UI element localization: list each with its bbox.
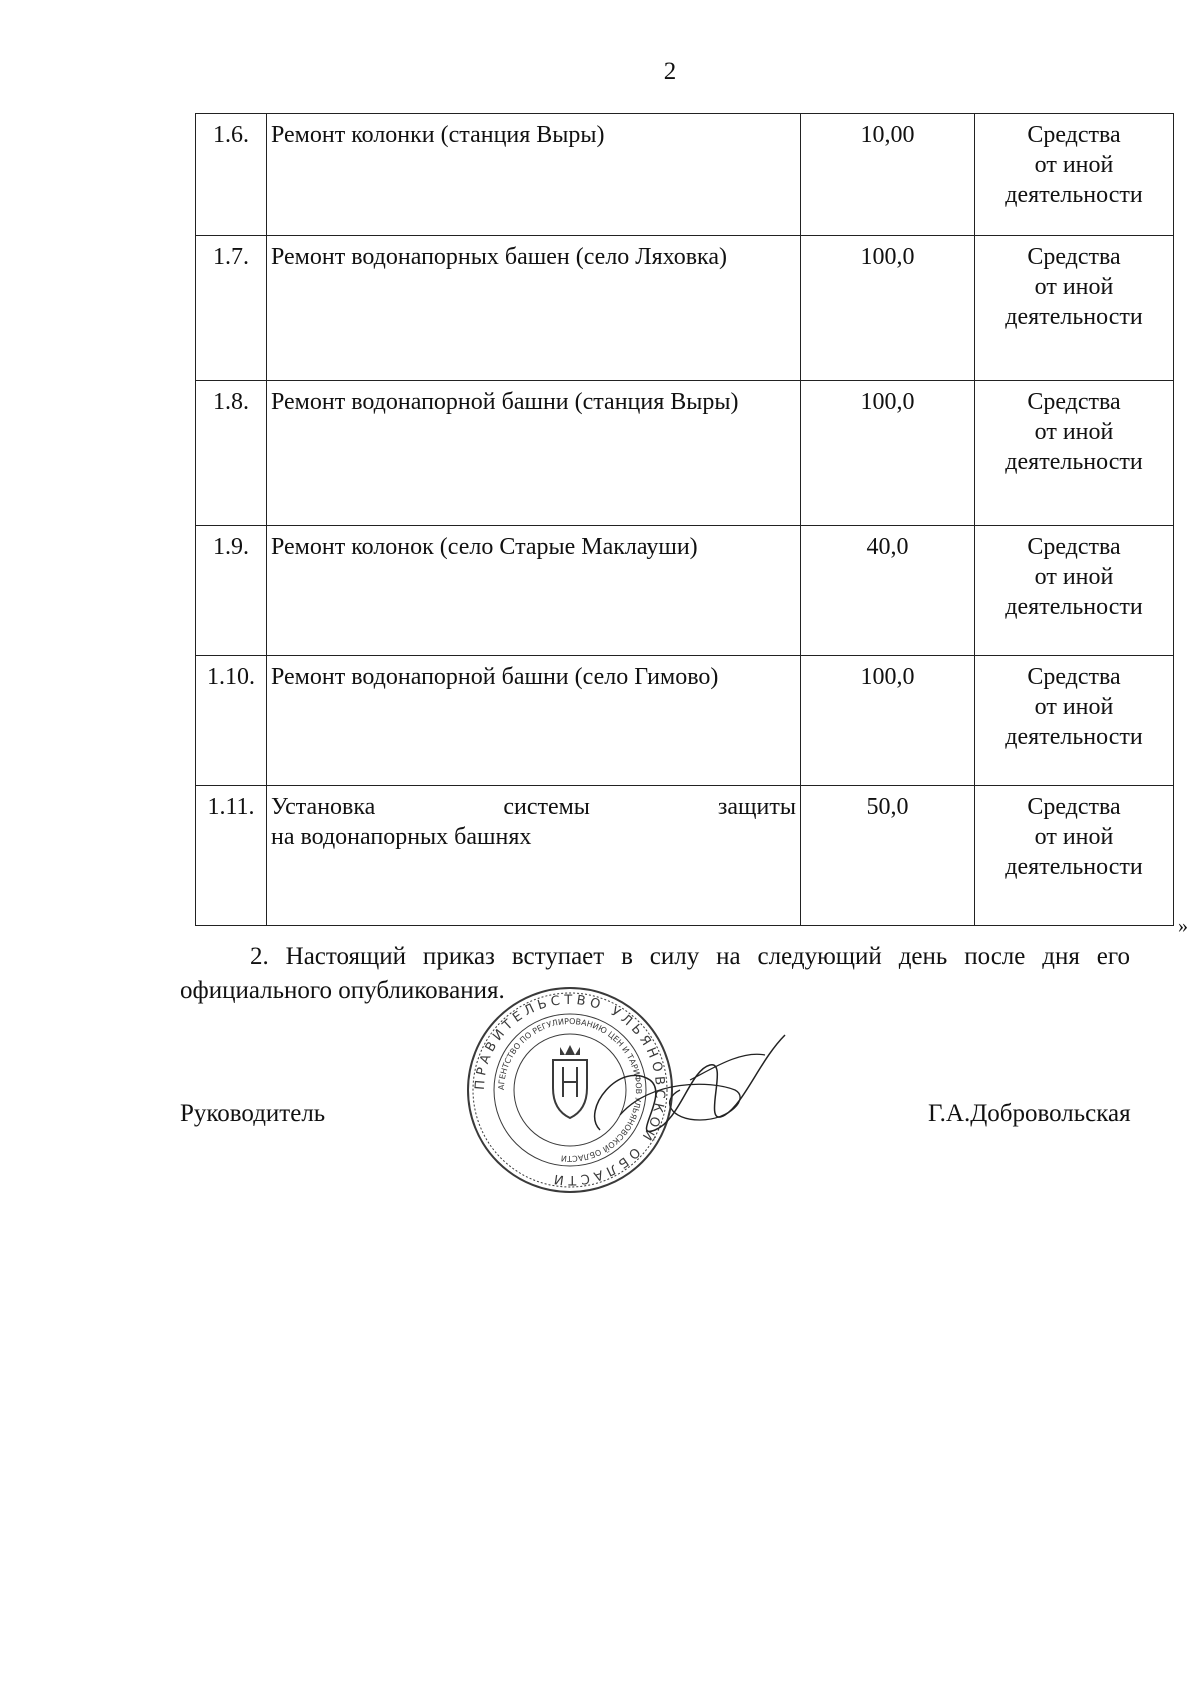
row-amount: 100,0 xyxy=(801,236,975,381)
table-row xyxy=(196,381,1174,526)
row-source: Средства от иной деятельности xyxy=(975,114,1174,236)
row-number: 1.11. xyxy=(196,786,267,926)
row-source: Средства от иной деятельности xyxy=(975,786,1174,926)
row-amount: 50,0 xyxy=(801,786,975,926)
row-number: 1.7. xyxy=(196,236,267,381)
row-amount: 100,0 xyxy=(801,381,975,526)
row-number: 1.6. xyxy=(196,114,267,236)
row-description: Ремонт водонапорной башни (село Гимово) xyxy=(267,656,801,786)
table-row xyxy=(196,526,1174,656)
row-number: 1.10. xyxy=(196,656,267,786)
row-amount: 10,00 xyxy=(801,114,975,236)
signatory-role: Руководитель xyxy=(180,1100,326,1127)
svg-text:АГЕНТСТВО ПО РЕГУЛИРОВАНИЮ ЦЕН: АГЕНТСТВО ПО РЕГУЛИРОВАНИЮ ЦЕН И ТАРИФОВ УЛЬЯНОВСКОЙ ОБЛАСТИ xyxy=(496,1016,644,1164)
row-source: Средства от иной деятельности xyxy=(975,656,1174,786)
row-description: Установка системы защиты на водонапорных башнях xyxy=(267,786,801,926)
signatory-name: Г.А.Добровольская xyxy=(928,1100,1131,1127)
row-amount: 40,0 xyxy=(801,526,975,656)
table-row xyxy=(196,114,1174,236)
handwritten-signature xyxy=(560,1020,800,1165)
page-number: 2 xyxy=(663,58,677,85)
row-number: 1.9. xyxy=(196,526,267,656)
svg-text:ПРАВИТЕЛЬСТВО УЛЬЯНОВСКОЙ ОБЛА: ПРАВИТЕЛЬСТВО УЛЬЯНОВСКОЙ ОБЛАСТИ xyxy=(472,992,668,1188)
works-table xyxy=(195,113,1174,926)
row-source: Средства от иной деятельности xyxy=(975,236,1174,381)
row-description: Ремонт колонки (станция Выры) xyxy=(267,114,801,236)
table-row xyxy=(196,236,1174,381)
row-description: Ремонт колонок (село Старые Маклауши) xyxy=(267,526,801,656)
table-row xyxy=(196,656,1174,786)
signature-icon xyxy=(560,1020,800,1160)
row-number: 1.8. xyxy=(196,381,267,526)
effective-date-paragraph: 2. Настоящий приказ вступает в силу на следующий день после дня его официального опубликования. xyxy=(180,943,1130,1004)
row-description: Ремонт водонапорной башни (станция Выры) xyxy=(267,381,801,526)
table-row xyxy=(196,786,1174,926)
row-description: Ремонт водонапорных башен (село Ляховка) xyxy=(267,236,801,381)
closing-quote: » xyxy=(1178,915,1188,937)
row-source: Средства от иной деятельности xyxy=(975,381,1174,526)
row-amount: 100,0 xyxy=(801,656,975,786)
row-source: Средства от иной деятельности xyxy=(975,526,1174,656)
